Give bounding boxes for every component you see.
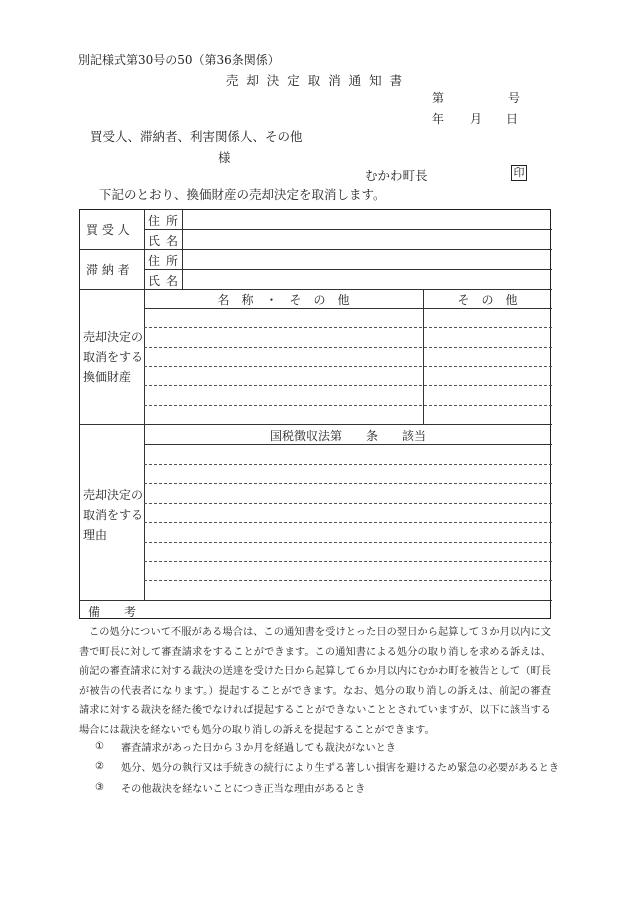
item-mark: ② bbox=[95, 761, 105, 773]
item-text: その他裁決を経ないことにつき正当な理由があるとき bbox=[121, 783, 366, 795]
date-month: 月 bbox=[470, 112, 483, 126]
date-year: 年 bbox=[432, 112, 445, 126]
appeal-notice bbox=[79, 623, 551, 741]
delinquent-address-label: 住 所 bbox=[148, 254, 178, 268]
list-item bbox=[95, 736, 559, 757]
item-mark: ③ bbox=[95, 781, 105, 793]
column-other: そ の 他 bbox=[457, 293, 518, 307]
notice-paragraph: この処分について不服がある場合は、この通知書を受けとった日の翌日から起算して３か月以内に文書で町長に対して審査請求をすることができます。この通知書による処分の取り消しを求める訴えは、前記の審査請求に対する裁決の送達を受けた日から起算して６か月以内にむかわ町を被告として（町長が被告の代表者になります。）提起することができます。なお、処分の取り消しの訴えは、前記の審査請求に対する裁決を経た後でなければ提起することができないこととされていますが、以下に該当する場合には裁決を経ないでも処分の取り消しの訴えを提起することができます。 bbox=[79, 627, 551, 736]
item-mark: ① bbox=[95, 740, 105, 752]
date-day: 日 bbox=[506, 112, 519, 126]
document-title: 売 却 決 定 取 消 通 知 書 bbox=[225, 73, 405, 88]
number-suffix: 号 bbox=[508, 91, 521, 105]
delinquent-label: 滞 納 者 bbox=[86, 263, 130, 277]
cancellation-form-table bbox=[79, 209, 551, 619]
property-section-label: 売却決定の 取消をする 換価財産 bbox=[83, 330, 144, 384]
exception-list bbox=[95, 736, 559, 798]
form-number: 別記様式第30号の50（第36条関係） bbox=[78, 53, 280, 67]
item-text: 審査請求があった日から３か月を経過しても裁決がないとき bbox=[121, 742, 396, 754]
buyer-address-label: 住 所 bbox=[148, 214, 178, 228]
sender: むかわ町長 bbox=[365, 168, 428, 183]
list-item bbox=[95, 777, 559, 798]
buyer-name-label: 氏 名 bbox=[148, 234, 178, 248]
remarks-label: 備 考 bbox=[87, 605, 136, 619]
number-prefix: 第 bbox=[432, 91, 445, 105]
delinquent-name-label: 氏 名 bbox=[148, 274, 178, 288]
law-reference: 国税徴収法第 条 該当 bbox=[269, 429, 426, 443]
honorific: 様 bbox=[218, 150, 231, 165]
lead-text: 下記のとおり、換価財産の売却決定を取消します。 bbox=[99, 187, 386, 202]
reason-section-label: 売却決定の 取消をする 理由 bbox=[83, 488, 144, 542]
item-text: 処分、処分の執行又は手続きの続行により生ずる著しい損害を避けるため緊急の必要があるとき bbox=[121, 763, 560, 775]
list-item bbox=[95, 757, 559, 778]
seal-mark: 印 bbox=[511, 165, 527, 181]
recipients: 買受人、滞納者、利害関係人、その他 bbox=[90, 129, 303, 144]
column-name-other: 名 称 ・ そ の 他 bbox=[217, 293, 350, 307]
buyer-label: 買 受 人 bbox=[86, 223, 130, 237]
